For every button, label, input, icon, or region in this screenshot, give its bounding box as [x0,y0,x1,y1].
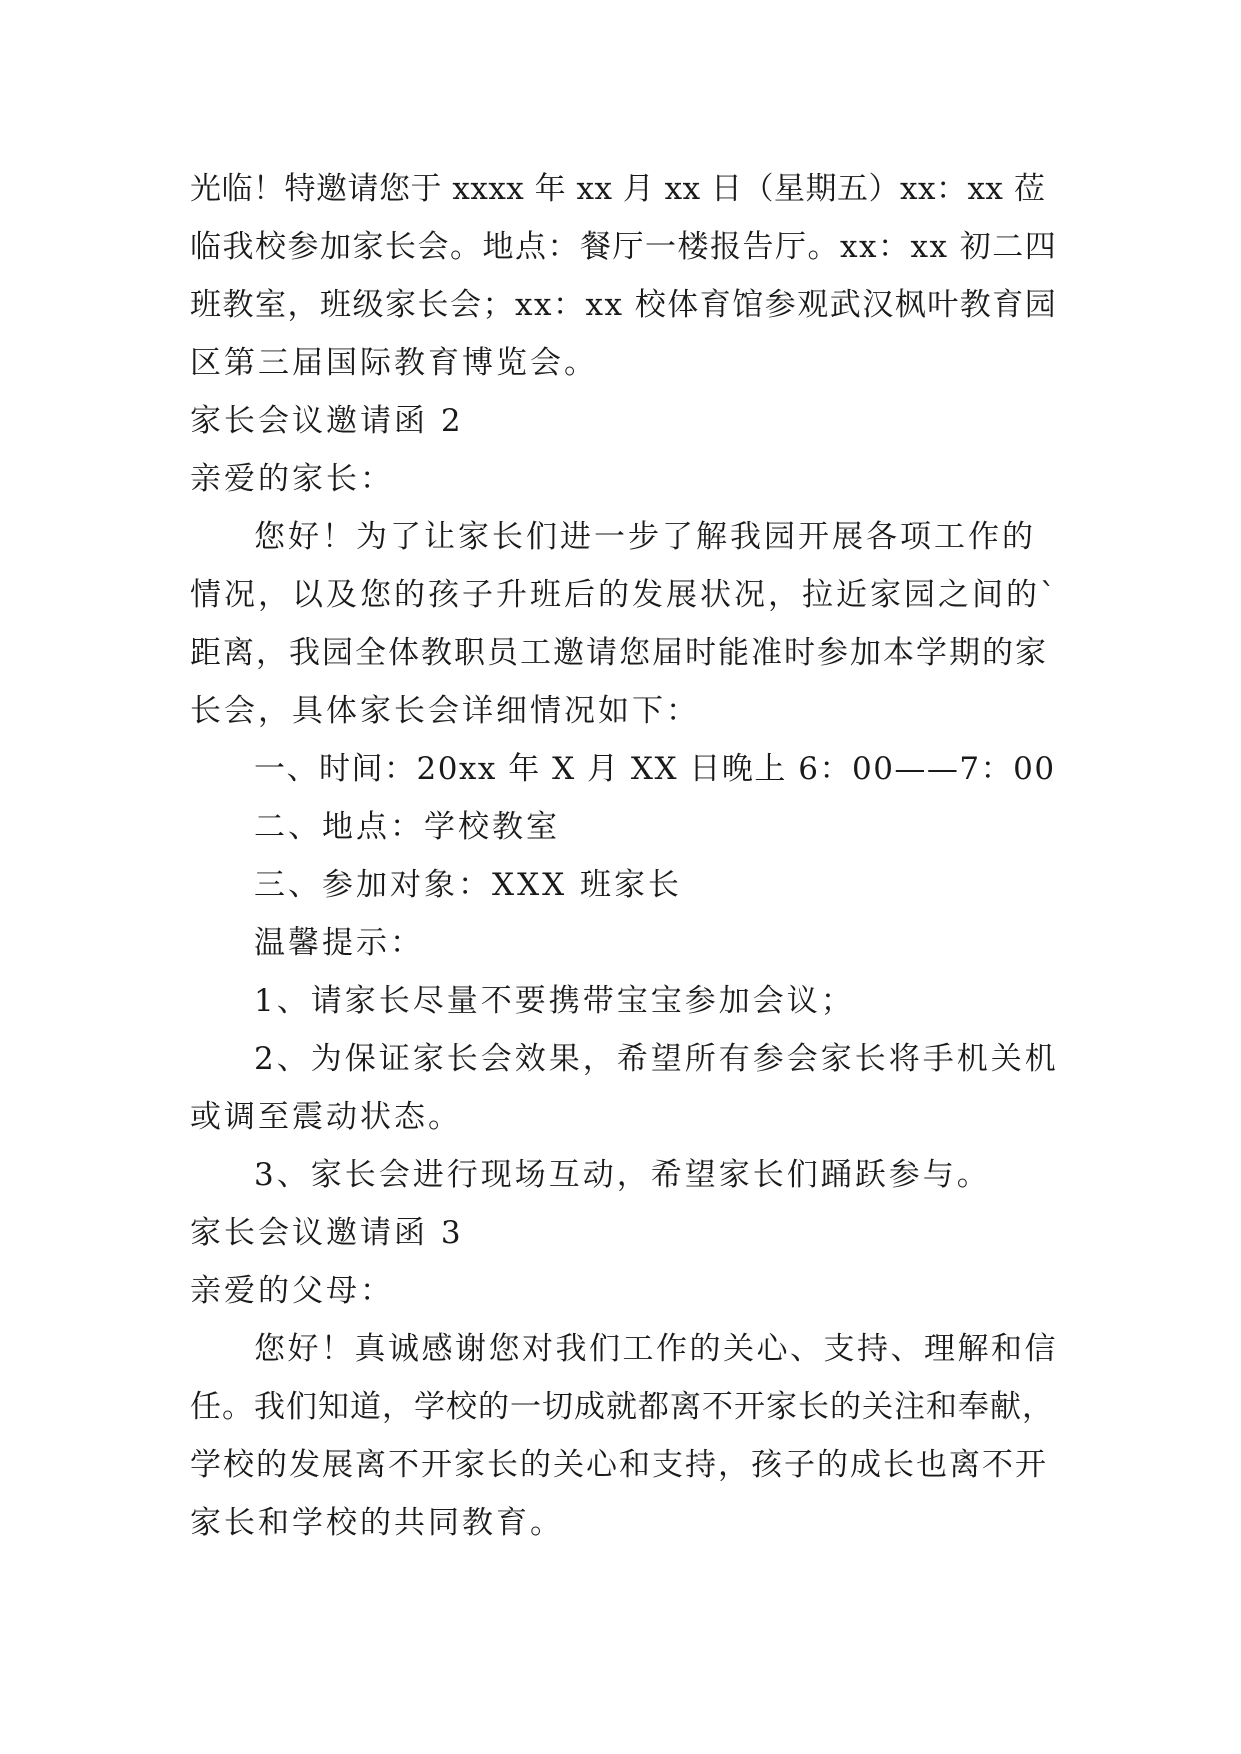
text-line: 学校的发展离不开家长的关心和支持，孩子的成长也离不开 [190,1447,1048,1483]
text-line: 光临！特邀请您于 xxxx 年 xx 月 xx 日（星期五）xx：xx 莅 [190,171,1046,207]
section-heading: 家长会议邀请函 3 [190,1215,464,1251]
salutation: 亲爱的父母： [190,1273,394,1309]
list-item: 二、地点：学校教室 [254,809,560,845]
list-item: 三、参加对象：XXX 班家长 [254,867,683,903]
text-line: 您好！为了让家长们进一步了解我园开展各项工作的 [254,519,1036,555]
list-item: 3、家长会进行现场互动，希望家长们踊跃参与。 [254,1157,991,1193]
section-heading: 家长会议邀请函 2 [190,403,464,439]
text-line: 家长和学校的共同教育。 [190,1505,564,1541]
text-line: 或调至震动状态。 [190,1099,462,1135]
text-line: 情况，以及您的孩子升班后的发展状况，拉近家园之间的` [190,577,1059,613]
document-page [190,160,1060,1552]
text-line: 区第三届国际教育博览会。 [190,345,598,381]
text-line: 长会，具体家长会详细情况如下： [190,693,700,729]
list-item: 2、为保证家长会效果，希望所有参会家长将手机关机 [254,1041,1059,1077]
tips-heading: 温馨提示： [254,925,424,961]
list-item: 1、请家长尽量不要携带宝宝参加会议； [254,983,855,1019]
text-line: 任。我们知道，学校的一切成就都离不开家长的关注和奉献， [190,1389,1054,1425]
list-item: 一、时间：20xx 年 X 月 XX 日晚上 6：00——7：00 [254,751,1056,787]
text-line: 您好！真诚感谢您对我们工作的关心、支持、理解和信 [254,1331,1058,1367]
text-line: 班教室，班级家长会；xx：xx 校体育馆参观武汉枫叶教育园 [190,287,1058,323]
salutation: 亲爱的家长： [190,461,394,497]
text-line: 临我校参加家长会。地点：餐厅一楼报告厅。xx：xx 初二四 [190,229,1058,265]
text-line: 距离，我园全体教职员工邀请您届时能准时参加本学期的家 [190,635,1048,671]
